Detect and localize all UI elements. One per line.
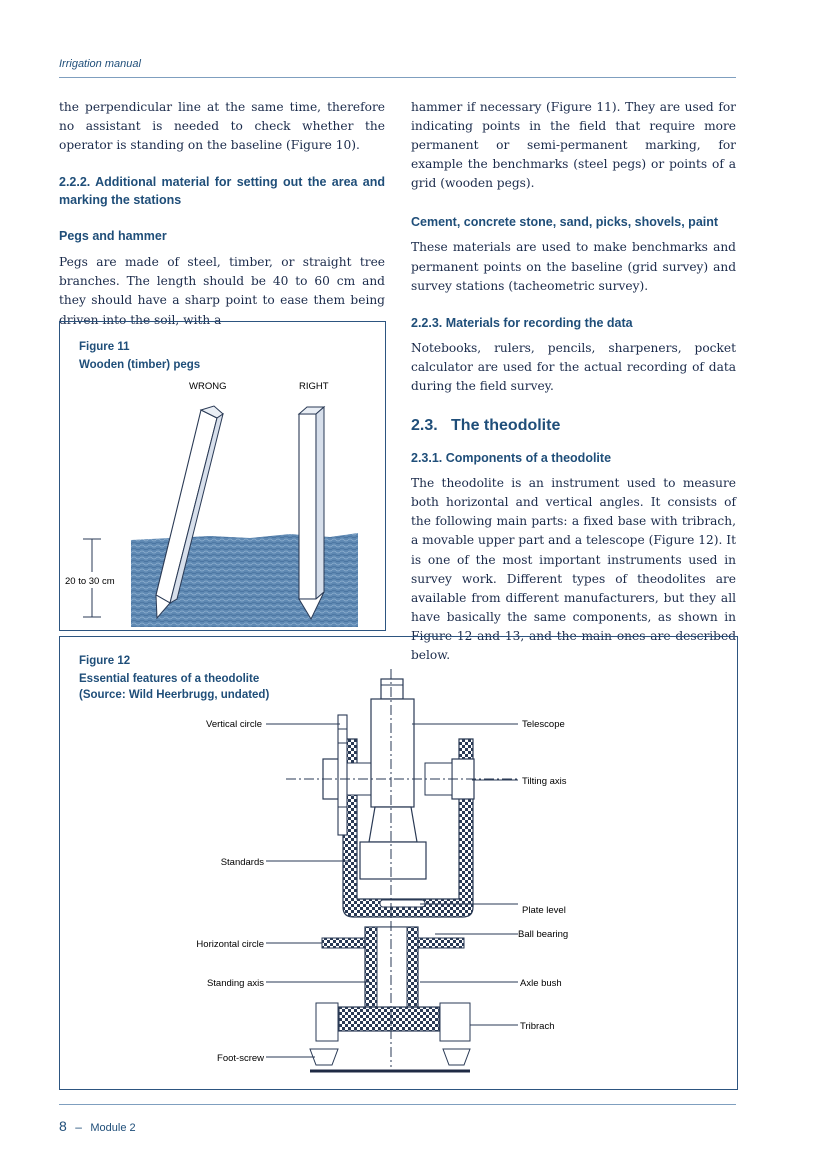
header-rule <box>59 77 736 78</box>
heading-cement: Cement, concrete stone, sand, picks, shovels, paint <box>411 215 719 230</box>
figure-11-caption: Wooden (timber) pegs <box>79 359 201 371</box>
right-peg <box>299 407 324 619</box>
label-standing-axis: Standing axis <box>206 978 264 989</box>
right-paragraph-4: The theodolite is an instrument used to measure both horizontal and vertical angles. It consists of the following main parts: a fixed base with tribrach, a movable upper part and a telescope (Figure 12). It is one of the most important instruments used in survey work. Different types of theodolites are available from different manufacturers, but they all have basically the same components, as shown in Figure 12 and 13, and the main ones are described below. <box>411 476 736 662</box>
left-column <box>59 98 385 330</box>
right-column <box>411 98 736 665</box>
heading-2-3-1: 2.3.1. Components of a theodolite <box>411 451 612 466</box>
label-vertical-circle: Vertical circle <box>206 719 262 730</box>
label-plate-level: Plate level <box>522 905 566 916</box>
horizontal-circle-right <box>414 938 464 948</box>
foot-screw-right <box>443 1049 470 1065</box>
heading-pegs-and-hammer: Pegs and hammer <box>59 229 167 244</box>
page-number: 8 <box>59 1118 67 1134</box>
depth-label: 20 to 30 cm <box>65 576 115 587</box>
label-horizontal-circle: Horizontal circle <box>196 939 264 950</box>
right-paragraph-3: Notebooks, rulers, pencils, sharpeners, pocket calculator are used for the actual recording of data during the field survey. <box>411 340 736 393</box>
figure-12-caption-title: Essential features of a theodolite <box>79 673 260 685</box>
right-label: RIGHT <box>299 381 329 392</box>
plate-level-shape <box>380 900 425 907</box>
vertical-circle-shape <box>338 715 347 835</box>
figure-12-caption-source: (Source: Wild Heerbrugg, undated) <box>79 689 270 701</box>
heading-2-3: 2.3. The theodolite <box>411 417 561 435</box>
label-telescope: Telescope <box>522 719 565 730</box>
pegs-illustration <box>60 322 385 630</box>
label-tribrach: Tribrach <box>520 1021 555 1032</box>
label-axle-bush: Axle bush <box>520 978 562 989</box>
label-tilting-axis: Tilting axis <box>522 776 567 787</box>
label-ball-bearing: Ball bearing <box>518 929 569 940</box>
right-foot-screw-body <box>440 1003 470 1041</box>
figure-11-label: Figure 11 <box>79 341 130 353</box>
label-foot-screw: Foot-screw <box>217 1053 264 1064</box>
left-foot-screw-body <box>316 1003 338 1041</box>
heading-2-2-2: 2.2.2. Additional material for setting out the area and marking the stations <box>59 175 385 208</box>
left-paragraph-2: Pegs are made of steel, timber, or straight tree branches. The length should be 40 to 60 cm and they should have a sharp point to ease them being driven into the soil, with a <box>59 255 385 327</box>
module-label: Module 2 <box>90 1122 136 1134</box>
left-paragraph-1: the perpendicular line at the same time, therefore no assistant is needed to check whether the operator is standing on the baseline (Figure 10). <box>59 100 385 153</box>
right-paragraph-1: hammer if necessary (Figure 11). They are used for indicating points in the field that require more permanent or semi-permanent marking, for example the benchmarks (steel pegs) or points of a grid (wooden pegs). <box>411 100 736 191</box>
label-standards: Standards <box>220 857 264 868</box>
running-header: Irrigation manual <box>59 58 141 70</box>
footer <box>59 1118 136 1136</box>
footer-dash: – <box>75 1120 82 1134</box>
right-paragraph-2: These materials are used to make benchmarks and permanent points on the baseline (grid survey) and survey stations (tacheometric survey). <box>411 240 736 293</box>
figure-12-label: Figure 12 <box>79 655 131 667</box>
wrong-label: WRONG <box>189 381 227 392</box>
figure-11-box <box>59 321 386 631</box>
tribrach-shape <box>339 1007 439 1031</box>
figure-12-box <box>59 636 738 1090</box>
footer-rule <box>59 1104 736 1105</box>
theodolite-diagram <box>60 637 737 1089</box>
standing-axis-shape <box>377 927 407 1007</box>
heading-2-2-3: 2.2.3. Materials for recording the data <box>411 315 633 330</box>
